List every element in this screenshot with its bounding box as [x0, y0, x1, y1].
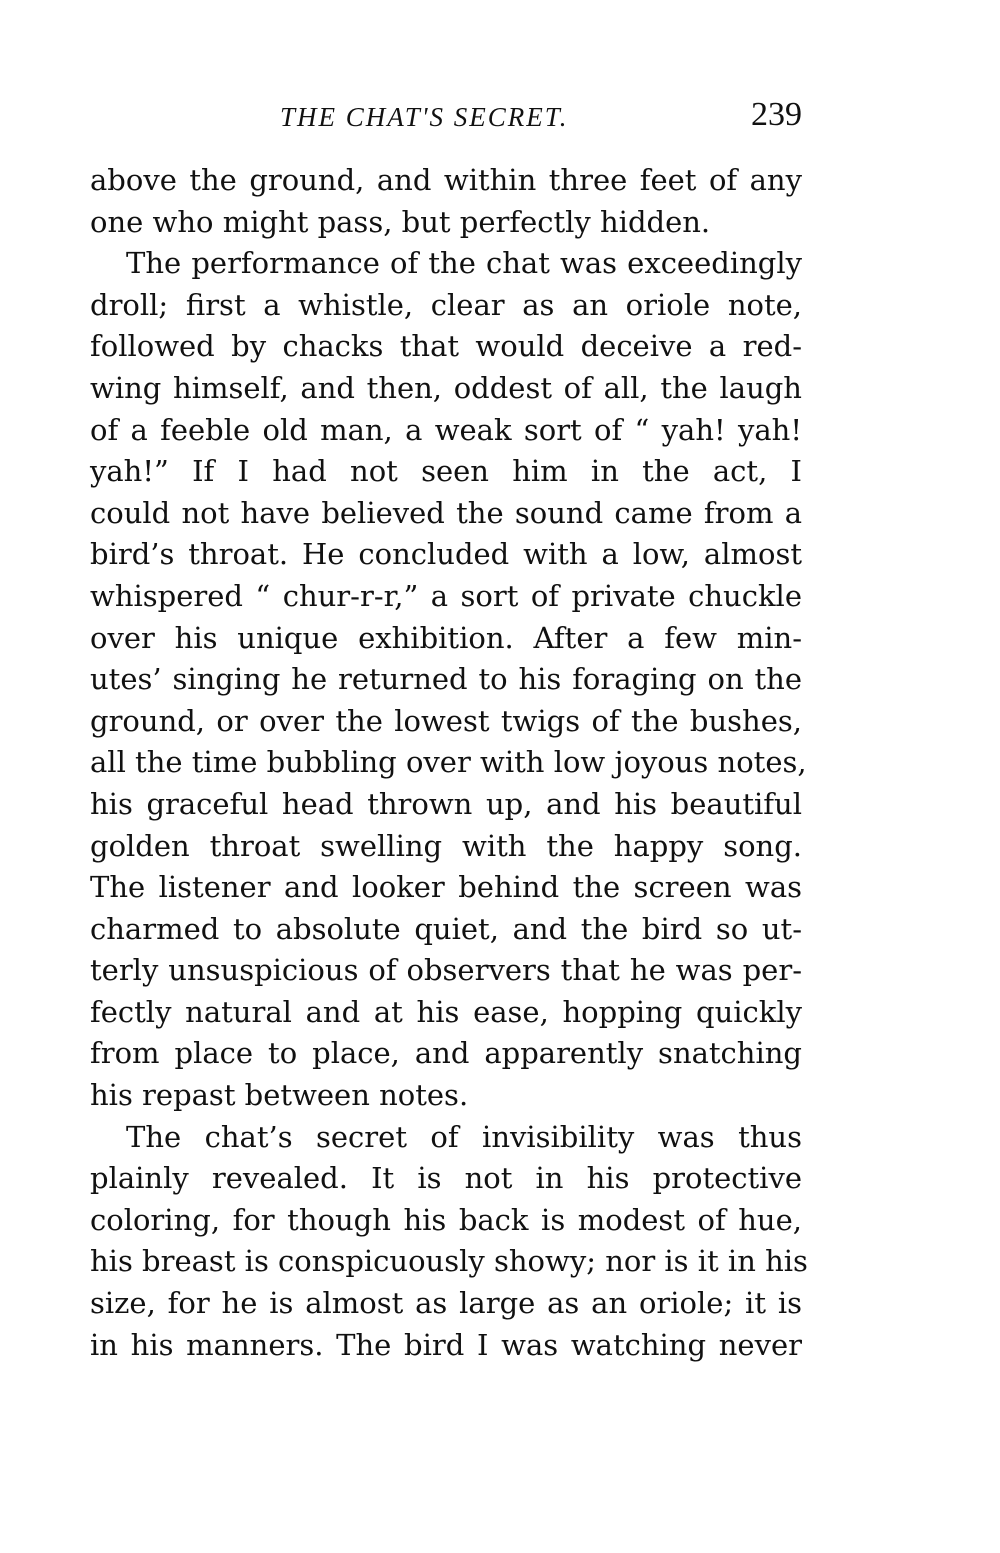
text-line: charmed to absolute quiet, and the bird so ut- [90, 911, 802, 946]
text-line: in his manners. The bird I was watching never [90, 1327, 802, 1362]
text-line: followed by chacks that would deceive a red- [90, 329, 802, 364]
text-line: fectly natural and at his ease, hopping quickly [90, 994, 802, 1029]
text-line: whispered “ chur-r-r,” a sort of private chuckle [90, 578, 802, 613]
text-line: droll; first a whistle, clear as an oriole note, [90, 287, 802, 322]
text-line: coloring, for though his back is modest of hue, [90, 1202, 802, 1237]
text-line: golden throat swelling with the happy song. [90, 828, 802, 863]
text-line: The performance of the chat was exceedingly [126, 246, 802, 281]
text-line: yah!” If I had not seen him in the act, I [90, 454, 802, 489]
body-text [90, 160, 808, 1366]
text-line: above the ground, and within three feet of any [90, 163, 802, 197]
text-line: size, for he is almost as large as an oriole; it is [90, 1286, 802, 1321]
text-line: The chat’s secret of invisibility was thus [126, 1119, 802, 1154]
text-line: ground, or over the lowest twigs of the bushes, [90, 703, 802, 738]
text-line: one who might pass, but perfectly hidden. [90, 204, 711, 239]
text-line: from place to place, and apparently snatching [90, 1036, 802, 1071]
text-line: terly unsuspicious of observers that he was per- [90, 953, 802, 988]
running-head [90, 96, 802, 140]
text-line: his graceful head thrown up, and his beautiful [90, 786, 802, 821]
text-line: plainly revealed. It is not in his protective [90, 1161, 802, 1196]
text-line: over his unique exhibition. After a few min- [90, 620, 802, 655]
page-number: 239 [751, 96, 802, 133]
text-line: wing himself, and then, oddest of all, the laugh [90, 370, 802, 405]
text-line: of a feeble old man, a weak sort of “ yah! yah! [90, 412, 802, 447]
text-line: The listener and looker behind the screen was [90, 870, 802, 905]
text-line: his repast between notes. [90, 1078, 469, 1113]
text-line: all the time bubbling over with low joyous notes, [90, 745, 807, 780]
text-line: utes’ singing he returned to his foraging on the [90, 662, 802, 697]
text-line: bird’s throat. He concluded with a low, almost [90, 537, 802, 572]
text-line: could not have believed the sound came from a [90, 495, 802, 530]
running-title: THE CHAT'S SECRET. [280, 102, 569, 132]
text-line: his breast is conspicuously showy; nor is it in his [90, 1244, 808, 1279]
